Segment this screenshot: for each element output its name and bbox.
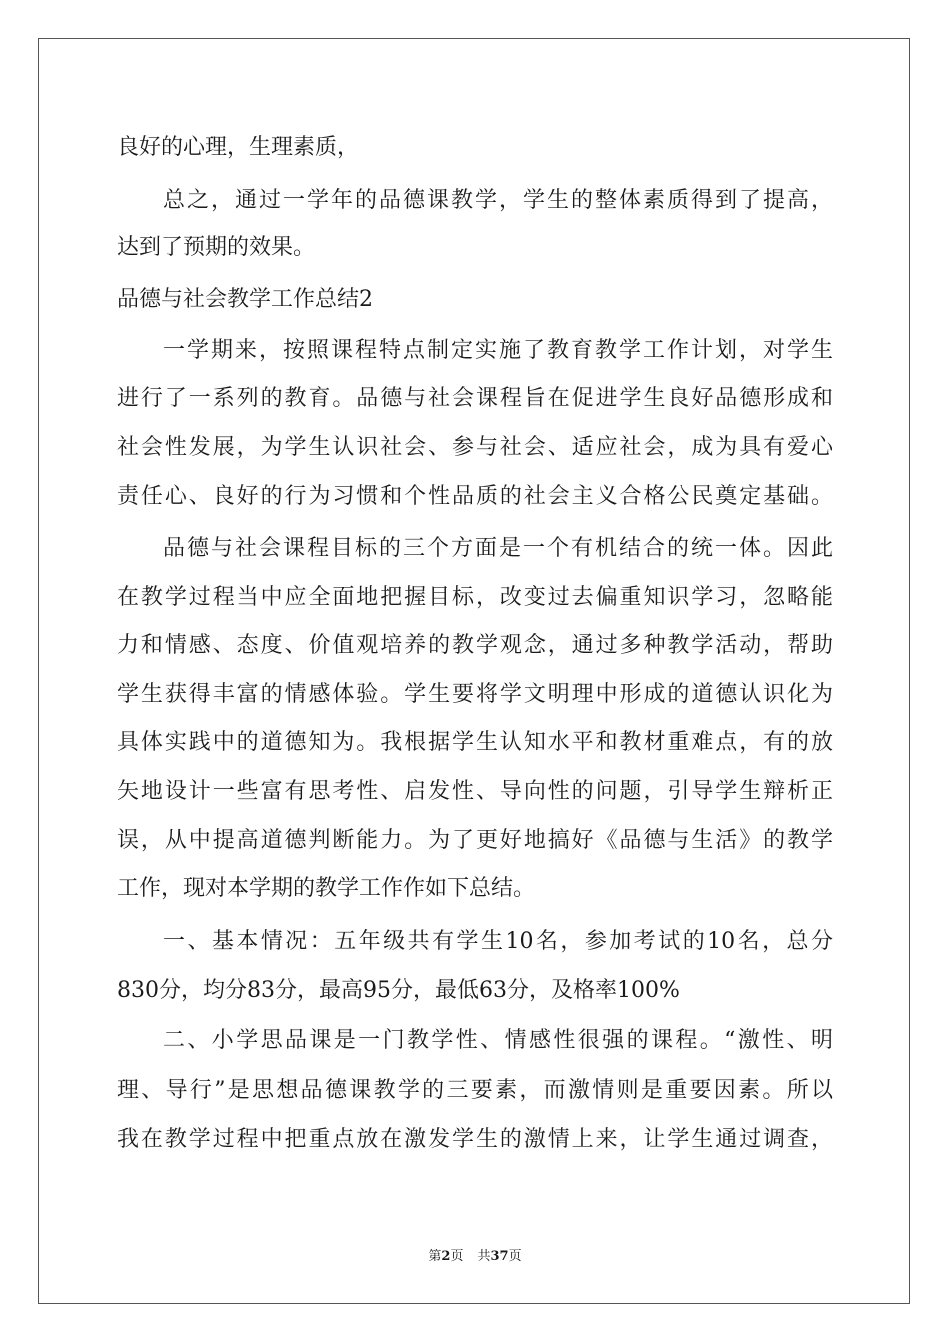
page-number: 2	[441, 1249, 451, 1264]
text-line: 良好的心理，生理素质，	[117, 135, 360, 160]
total-pages: 37	[490, 1249, 509, 1264]
text-line: 责任心、良好的行为习惯和个性品质的社会主义合格公民奠定基础。	[117, 484, 833, 509]
text-line: 理、导行”是思想品德课教学的三要素，而激情则是重要因素。所以	[117, 1078, 833, 1103]
text-line: 830分，均分83分，最高95分，最低63分，及格率100%	[117, 978, 680, 1003]
total-prefix: 共	[477, 1249, 491, 1264]
total-suffix: 页	[508, 1249, 522, 1264]
paragraph-start-line: 品德与社会课程目标的三个方面是一个有机结合的统一体。因此	[163, 536, 833, 561]
text-line: 学生获得丰富的情感体验。学生要将学文明理中形成的道德认识化为	[117, 682, 833, 707]
text-line: 进行了一系列的教育。品德与社会课程旨在促进学生良好品德形成和	[117, 386, 833, 411]
paragraph-start-line: 总之，通过一学年的品德课教学，学生的整体素质得到了提高，	[163, 188, 833, 213]
text-line: 达到了预期的效果。	[117, 235, 316, 260]
text-line: 力和情感、态度、价值观培养的教学观念，通过多种教学活动，帮助	[117, 633, 833, 658]
paragraph-start-line: 一学期来，按照课程特点制定实施了教育教学工作计划，对学生	[163, 338, 833, 363]
paragraph-start-line: 一、基本情况：五年级共有学生10名，参加考试的10名，总分	[163, 929, 833, 954]
page-border	[38, 38, 910, 1304]
text-line: 具体实践中的道德知为。我根据学生认知水平和教材重难点，有的放	[117, 730, 833, 755]
page-suffix: 页	[450, 1249, 464, 1264]
page-prefix: 第	[428, 1249, 442, 1264]
text-line: 在教学过程当中应全面地把握目标，改变过去偏重知识学习，忽略能	[117, 585, 833, 610]
text-line: 矢地设计一些富有思考性、启发性、导向性的问题，引导学生辩析正	[117, 779, 833, 804]
text-line: 工作，现对本学期的教学工作作如下总结。	[117, 876, 536, 901]
page-footer	[0, 1248, 950, 1266]
text-line: 社会性发展，为学生认识社会、参与社会、适应社会，成为具有爱心	[117, 435, 833, 460]
text-line: 我在教学过程中把重点放在激发学生的激情上来，让学生通过调查，	[117, 1127, 833, 1152]
section-heading: 品德与社会教学工作总结2	[117, 287, 373, 312]
text-line: 误，从中提高道德判断能力。为了更好地搞好《品德与生活》的教学	[117, 828, 833, 853]
paragraph-start-line: 二、小学思品课是一门教学性、情感性很强的课程。“激性、明	[163, 1028, 833, 1053]
